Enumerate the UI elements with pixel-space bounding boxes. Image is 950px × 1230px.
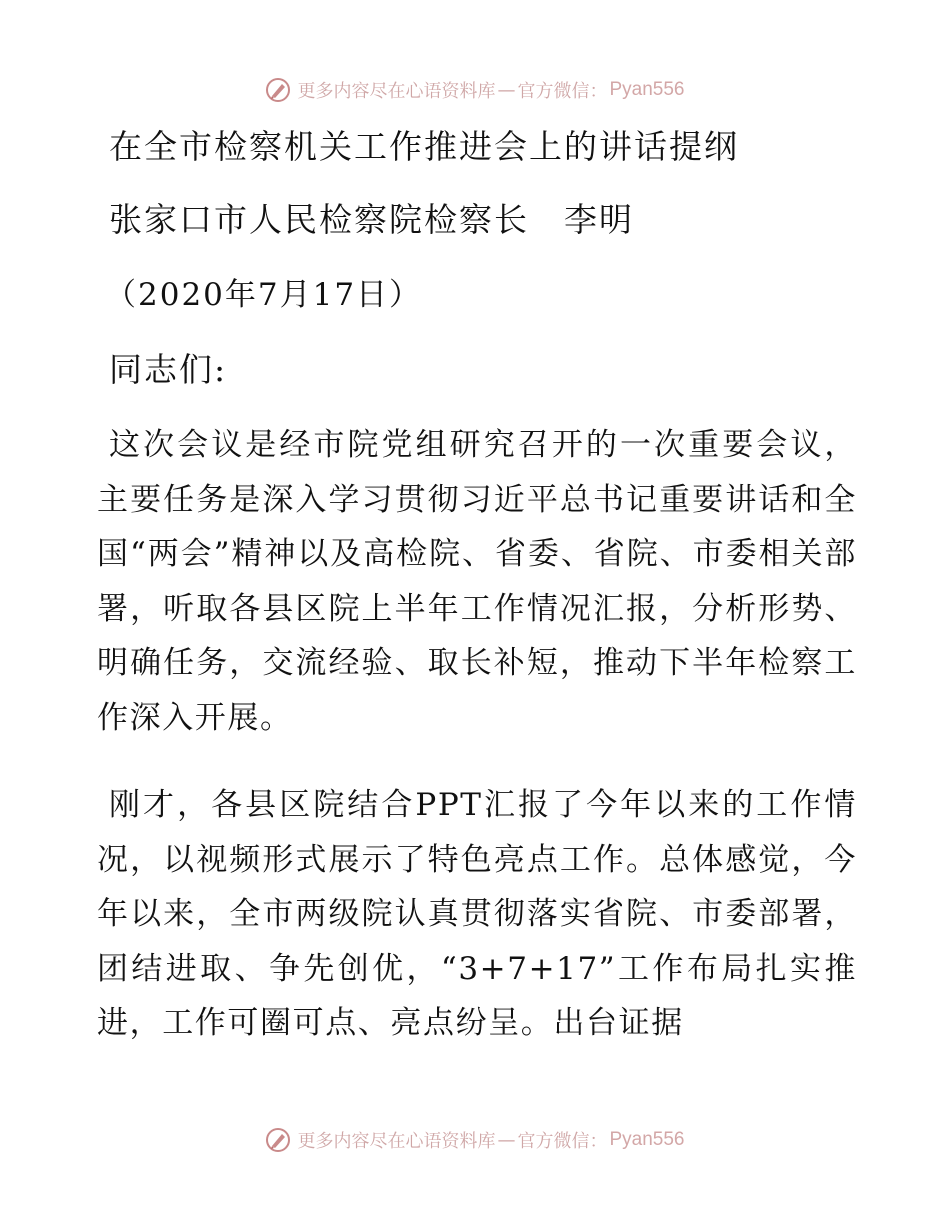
watermark-text: 更多内容尽在心语资料库 bbox=[297, 1131, 496, 1152]
watermark-wechat-id: Pyan556 bbox=[609, 79, 685, 100]
watermark-separator: — bbox=[497, 1129, 516, 1151]
pen-logo-icon bbox=[265, 77, 291, 103]
watermark-wechat-id: Pyan556 bbox=[609, 1129, 685, 1150]
watermark-text: 更多内容尽在心语资料库 bbox=[297, 81, 496, 102]
paragraph-2: 刚才，各县区院结合PPT汇报了今年以来的工作情况，以视频形式展示了特色亮点工作。总体感觉，今年以来，全市两级院认真贯彻落实省院、市委部署，团结进取、争先创优，“3+7+17”工作布局扎实推进，工作可圈可点、亮点纷呈。出台证据 bbox=[97, 787, 857, 1041]
pen-logo-icon bbox=[265, 1127, 291, 1153]
paragraph-1: 这次会议是经市院党组研究召开的一次重要会议，主要任务是深入学习贯彻习近平总书记重要讲话和全国“两会”精神以及高检院、省委、省院、市委相关部署，听取各县区院上半年工作情况汇报，分析形势、明确任务，交流经验、取长补短，推动下半年检察工作深入开展。 bbox=[97, 427, 857, 736]
watermark-official: 官方微信： bbox=[517, 1131, 608, 1152]
date-line: （2020年7月17日） bbox=[105, 277, 423, 313]
header-watermark bbox=[0, 73, 950, 107]
salutation: 同志们: bbox=[109, 350, 228, 389]
watermark-separator: — bbox=[497, 79, 516, 101]
watermark-official: 官方微信： bbox=[517, 81, 608, 102]
document-title: 在全市检察机关工作推进会上的讲话提纲 bbox=[109, 127, 739, 166]
footer-watermark bbox=[0, 1123, 950, 1157]
speaker-line: 张家口市人民检察院检察长 李明 bbox=[109, 200, 634, 239]
